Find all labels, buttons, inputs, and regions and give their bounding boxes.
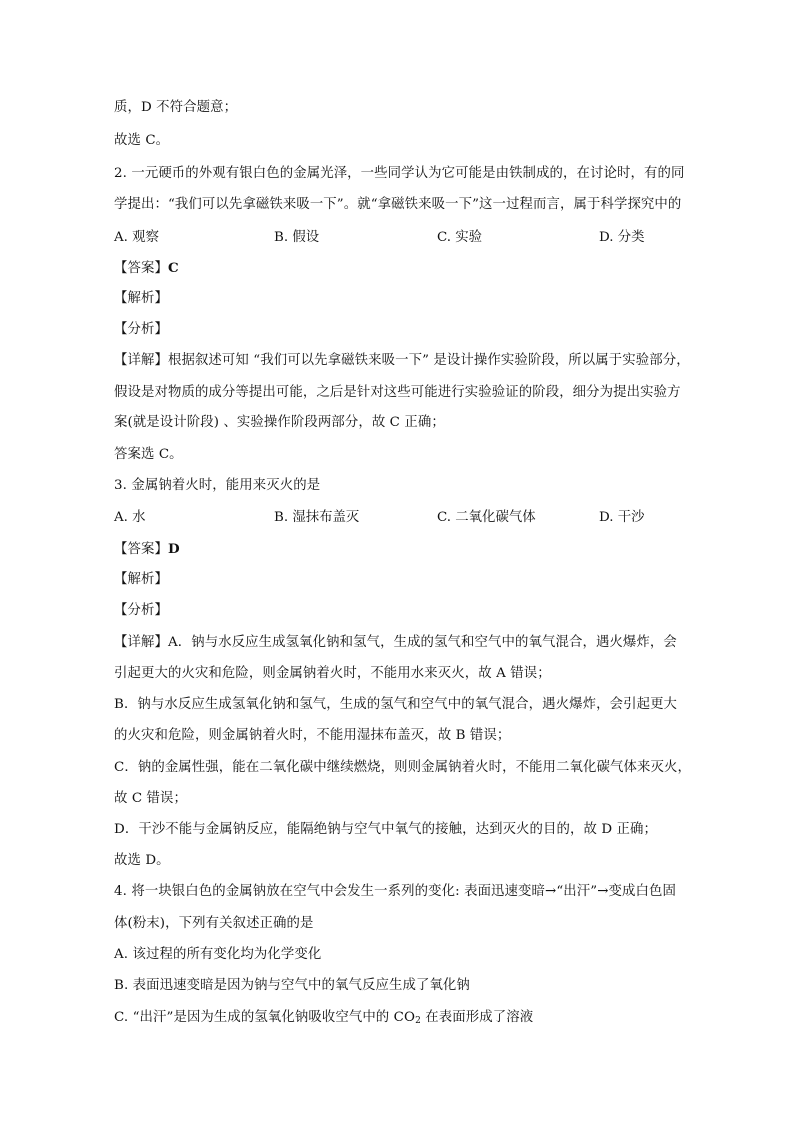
q3-analysis-heading: 【解析】 (114, 572, 168, 587)
text-line: 故选 C。 (114, 133, 170, 148)
q3-detail: 的火灾和危险，则金属钠着火时，不能用湿抹布盖灭，故 B 错误； (114, 728, 511, 743)
q2-detail: 假设是对物质的成分等提出可能，之后是针对这些可能进行实验验证的阶段，细分为提出实验方 (114, 385, 681, 400)
question-4-stem: 体(粉末)，下列有关叙述正确的是 (114, 916, 314, 931)
option-text: C. “出汗”是因为生成的氢氧化钠吸收空气中的 CO (114, 1010, 416, 1025)
q2-fenxi-heading: 【分析】 (114, 322, 168, 337)
q4-option-b: B. 表面迅速变暗是因为钠与空气中的氧气反应生成了氧化钠 (114, 978, 470, 993)
q2-option-a: A. 观察 (114, 230, 159, 245)
text-line: 质，D 不符合题意； (114, 100, 238, 115)
option-text: 在表面形成了溶液 (420, 1010, 534, 1025)
q3-detail: 【详解】A．钠与水反应生成氢氧化钠和氢气，生成的氢气和空气中的氧气混合，遇火爆炸，会 (114, 635, 677, 650)
question-2-stem: 学提出：“我们可以先拿磁铁来吸一下”。就“拿磁铁来吸一下”这一过程而言，属于科学探究中的 (114, 197, 682, 212)
q3-detail: D．干沙不能与金属钠反应，能隔绝钠与空气中氧气的接触，达到灭火的目的，故 D 正确； (114, 822, 658, 837)
q3-detail: 故 C 错误； (114, 791, 188, 806)
q3-detail: C．钠的金属性强，能在二氧化碳中继续燃烧，则则金属钠着火时，不能用二氧化碳气体来灭火， (114, 760, 691, 775)
q2-option-b: B. 假设 (274, 230, 320, 245)
q3-option-b: B. 湿抹布盖灭 (274, 510, 360, 525)
q3-detail: B．钠与水反应生成氢氧化钠和氢气，生成的氢气和空气中的氧气混合，遇火爆炸，会引起更大 (114, 697, 678, 712)
q2-conclusion: 答案选 C。 (114, 447, 183, 462)
answer-value: C (167, 260, 179, 276)
q2-detail: 【详解】根据叙述可知 “我们可以先拿磁铁来吸一下” 是设计操作实验阶段，所以属于实验部分， (114, 353, 690, 368)
question-3-stem: 3. 金属钠着火时，能用来灭火的是 (114, 478, 321, 493)
q2-analysis-heading: 【解析】 (114, 291, 168, 306)
q2-option-c: C. 实验 (437, 230, 483, 245)
subscript: 2 (415, 1016, 421, 1026)
q4-option-a: A. 该过程的所有变化均为化学变化 (114, 947, 322, 962)
q4-option-c (114, 1009, 706, 1027)
answer-value: D (167, 541, 180, 557)
q3-option-c: C. 二氧化碳气体 (437, 510, 536, 525)
q3-fenxi-heading: 【分析】 (114, 603, 168, 618)
question-4-stem: 4. 将一块银白色的金属钠放在空气中会发生一系列的变化: 表面迅速变暗→“出汗”→变成白色固 (114, 884, 676, 899)
q2-option-d: D. 分类 (599, 230, 645, 245)
q2-answer (114, 259, 706, 278)
q3-option-a: A. 水 (114, 510, 146, 525)
answer-label: 【答案】 (114, 542, 168, 557)
answer-label: 【答案】 (114, 261, 168, 276)
q3-detail: 引起更大的火灾和危险，则金属钠着火时，不能用水来灭火，故 A 错误； (114, 666, 551, 681)
q3-conclusion: 故选 D。 (114, 853, 170, 868)
question-2-stem: 2. 一元硬币的外观有银白色的金属光泽，一些同学认为它可能是由铁制成的，在讨论时，有的同 (114, 166, 685, 181)
q2-detail: 案(就是设计阶段) 、实验操作阶段两部分，故 C 正确； (114, 415, 445, 430)
q3-option-d: D. 干沙 (599, 510, 645, 525)
q3-answer (114, 540, 706, 559)
